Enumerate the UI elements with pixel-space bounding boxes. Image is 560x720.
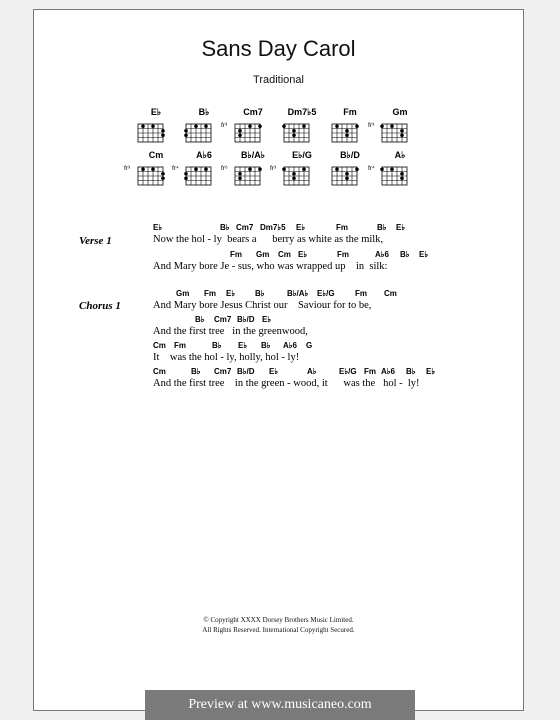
chord-symbol: E♭ [419, 250, 429, 259]
finger-dot [258, 167, 262, 171]
chord-symbol: Cm7 [236, 223, 254, 232]
chord-diagram-name: B♭ [198, 107, 210, 117]
finger-dot [292, 133, 296, 137]
finger-dot [141, 167, 145, 171]
fretboard-grid [184, 116, 216, 144]
chord-symbol: B♭ [261, 341, 271, 350]
chord-symbol: Fm [355, 289, 367, 298]
fret-position-label: fr³ [124, 165, 131, 172]
preview-banner[interactable]: Preview at www.musicaneo.com [145, 690, 415, 720]
copyright-line: All Rights Reserved. International Copyright Secured. [202, 626, 355, 634]
fret-position-label: fr⁶ [221, 165, 228, 172]
finger-dot [355, 167, 359, 171]
chord-diagram-name: Cm [148, 150, 164, 160]
finger-dot [238, 176, 242, 180]
finger-dot [282, 124, 286, 128]
chord-diagram-name: E♭/G [292, 150, 312, 160]
chord-symbol: B♭ [212, 341, 222, 350]
finger-dot [238, 172, 242, 176]
finger-dot [184, 133, 188, 137]
finger-dot [380, 167, 384, 171]
chord-diagram-name: A♭6 [196, 150, 212, 160]
finger-dot [335, 167, 339, 171]
finger-dot [204, 167, 208, 171]
fretboard-grid [282, 116, 314, 144]
finger-dot [292, 172, 296, 176]
chord-symbol: B♭ [191, 367, 201, 376]
chord-symbol: Fm [204, 289, 216, 298]
chord-symbol: Cm [278, 250, 291, 259]
chord-symbol: E♭ [269, 367, 279, 376]
finger-dot [184, 129, 188, 133]
finger-dot [345, 176, 349, 180]
chord-diagram [221, 150, 273, 201]
fret-position-label: fr⁴ [368, 165, 375, 172]
finger-dot [345, 172, 349, 176]
chord-symbol: Cm [384, 289, 397, 298]
chord-symbol: Cm [153, 341, 166, 350]
chord-symbol: E♭ [298, 250, 308, 259]
chord-symbol: Dm7♭5 [260, 223, 286, 232]
finger-dot [345, 133, 349, 137]
finger-dot [248, 167, 252, 171]
finger-dot [400, 176, 404, 180]
finger-dot [282, 167, 286, 171]
chord-diagram [124, 150, 176, 201]
section-label-chorus-1: Chorus 1 [79, 300, 121, 312]
chord-symbol: Fm [364, 367, 376, 376]
chord-symbol: Fm [174, 341, 186, 350]
finger-dot [302, 124, 306, 128]
finger-dot [292, 129, 296, 133]
fret-position-label: fr⁴ [172, 165, 179, 172]
chord-diagram [330, 150, 370, 201]
chord-symbol: A♭6 [381, 367, 395, 376]
finger-dot [380, 124, 384, 128]
chord-symbol: B♭/A♭ [287, 289, 309, 298]
finger-dot [302, 167, 306, 171]
finger-dot [390, 167, 394, 171]
song-title: Sans Day Carol [201, 36, 356, 61]
chord-symbol: A♭6 [283, 341, 297, 350]
chord-diagram-name: Fm [343, 107, 357, 117]
lyric-line: And the first tree in the green - wood, it was the hol - ly! [153, 378, 420, 389]
fretboard-grid [380, 159, 412, 187]
chord-symbol: E♭ [262, 315, 272, 324]
finger-dot [194, 124, 198, 128]
chord-diagram-name: A♭ [394, 150, 406, 160]
chord-symbol: B♭ [400, 250, 410, 259]
chord-symbol: Fm [336, 223, 348, 232]
finger-dot [345, 129, 349, 133]
fret-position-label: fr³ [368, 122, 375, 129]
chord-symbol: B♭ [255, 289, 265, 298]
finger-dot [390, 124, 394, 128]
section-label-verse-1: Verse 1 [79, 235, 112, 247]
fretboard-grid [380, 116, 412, 144]
chord-symbol: Gm [176, 289, 190, 298]
fretboard-grid [136, 159, 168, 187]
lyric-line: And the first tree in the greenwood, [153, 326, 308, 337]
chord-symbol: Cm7 [214, 367, 232, 376]
finger-dot [335, 124, 339, 128]
fretboard-grid [184, 159, 216, 187]
chord-symbol: Cm [153, 367, 166, 376]
chord-symbol: E♭/G [339, 367, 357, 376]
fretboard-grid [282, 159, 314, 187]
chord-diagram-name: B♭/A♭ [241, 150, 265, 160]
lyric-line: It was the hol - ly, holly, hol - ly! [153, 352, 300, 363]
fretboard-grid [233, 116, 265, 144]
chord-symbol: E♭ [153, 223, 163, 232]
chord-symbol: B♭/D [237, 367, 255, 376]
composer: Traditional [253, 74, 304, 86]
chord-diagram-name: E♭ [150, 107, 162, 117]
chord-symbol: A♭ [307, 367, 317, 376]
finger-dot [258, 124, 262, 128]
chord-symbol: B♭ [406, 367, 416, 376]
finger-dot [238, 133, 242, 137]
finger-dot [292, 176, 296, 180]
chord-diagram-name: Dm7♭5 [287, 107, 317, 117]
finger-dot [400, 172, 404, 176]
chord-symbol: E♭/G [317, 289, 335, 298]
copyright-notice [34, 615, 523, 635]
lyric-line: Now the hol - ly bears a berry as white as the milk, [153, 234, 384, 245]
finger-dot [161, 133, 165, 137]
finger-dot [161, 176, 165, 180]
chord-diagram [270, 150, 322, 201]
chord-symbol: Gm [256, 250, 270, 259]
fretboard-grid [233, 159, 265, 187]
finger-dot [194, 167, 198, 171]
fretboard-grid [136, 116, 168, 144]
chord-symbol: B♭/D [237, 315, 255, 324]
lyric-line: And Mary bore Je - sus, who was wrapped up in silk: [153, 261, 388, 272]
chord-symbol: E♭ [226, 289, 236, 298]
chord-symbol: Fm [230, 250, 242, 259]
chord-symbol: G [306, 341, 313, 350]
chord-symbol: Fm [337, 250, 349, 259]
chord-symbol: B♭ [195, 315, 205, 324]
finger-dot [151, 124, 155, 128]
chord-symbol: E♭ [238, 341, 248, 350]
finger-dot [400, 133, 404, 137]
chord-symbol: Cm7 [214, 315, 232, 324]
finger-dot [184, 172, 188, 176]
fretboard-grid [330, 159, 362, 187]
finger-dot [400, 129, 404, 133]
finger-dot [161, 129, 165, 133]
chord-symbol: E♭ [426, 367, 436, 376]
finger-dot [161, 172, 165, 176]
chord-symbol: A♭6 [375, 250, 389, 259]
finger-dot [355, 124, 359, 128]
finger-dot [248, 124, 252, 128]
chord-symbol: E♭ [396, 223, 406, 232]
finger-dot [204, 124, 208, 128]
chord-symbol: E♭ [296, 223, 306, 232]
fret-position-label: fr³ [270, 165, 277, 172]
finger-dot [184, 176, 188, 180]
chord-symbol: B♭ [377, 223, 387, 232]
finger-dot [238, 129, 242, 133]
copyright-line: © Copyright XXXX Dorsey Brothers Music Limited. [203, 616, 354, 624]
fret-position-label: fr³ [221, 122, 228, 129]
sheet-page [33, 9, 524, 711]
chord-diagram [368, 150, 420, 201]
chord-diagram-name: B♭/D [340, 150, 360, 160]
fretboard-grid [330, 116, 362, 144]
lyric-line: And Mary bore Jesus Christ our Saviour for to be, [153, 300, 372, 311]
chord-diagram-name: Cm7 [243, 107, 263, 117]
chord-symbol: B♭ [220, 223, 230, 232]
chord-diagram-name: Gm [392, 107, 408, 117]
finger-dot [151, 167, 155, 171]
finger-dot [141, 124, 145, 128]
chord-diagram [172, 150, 224, 201]
